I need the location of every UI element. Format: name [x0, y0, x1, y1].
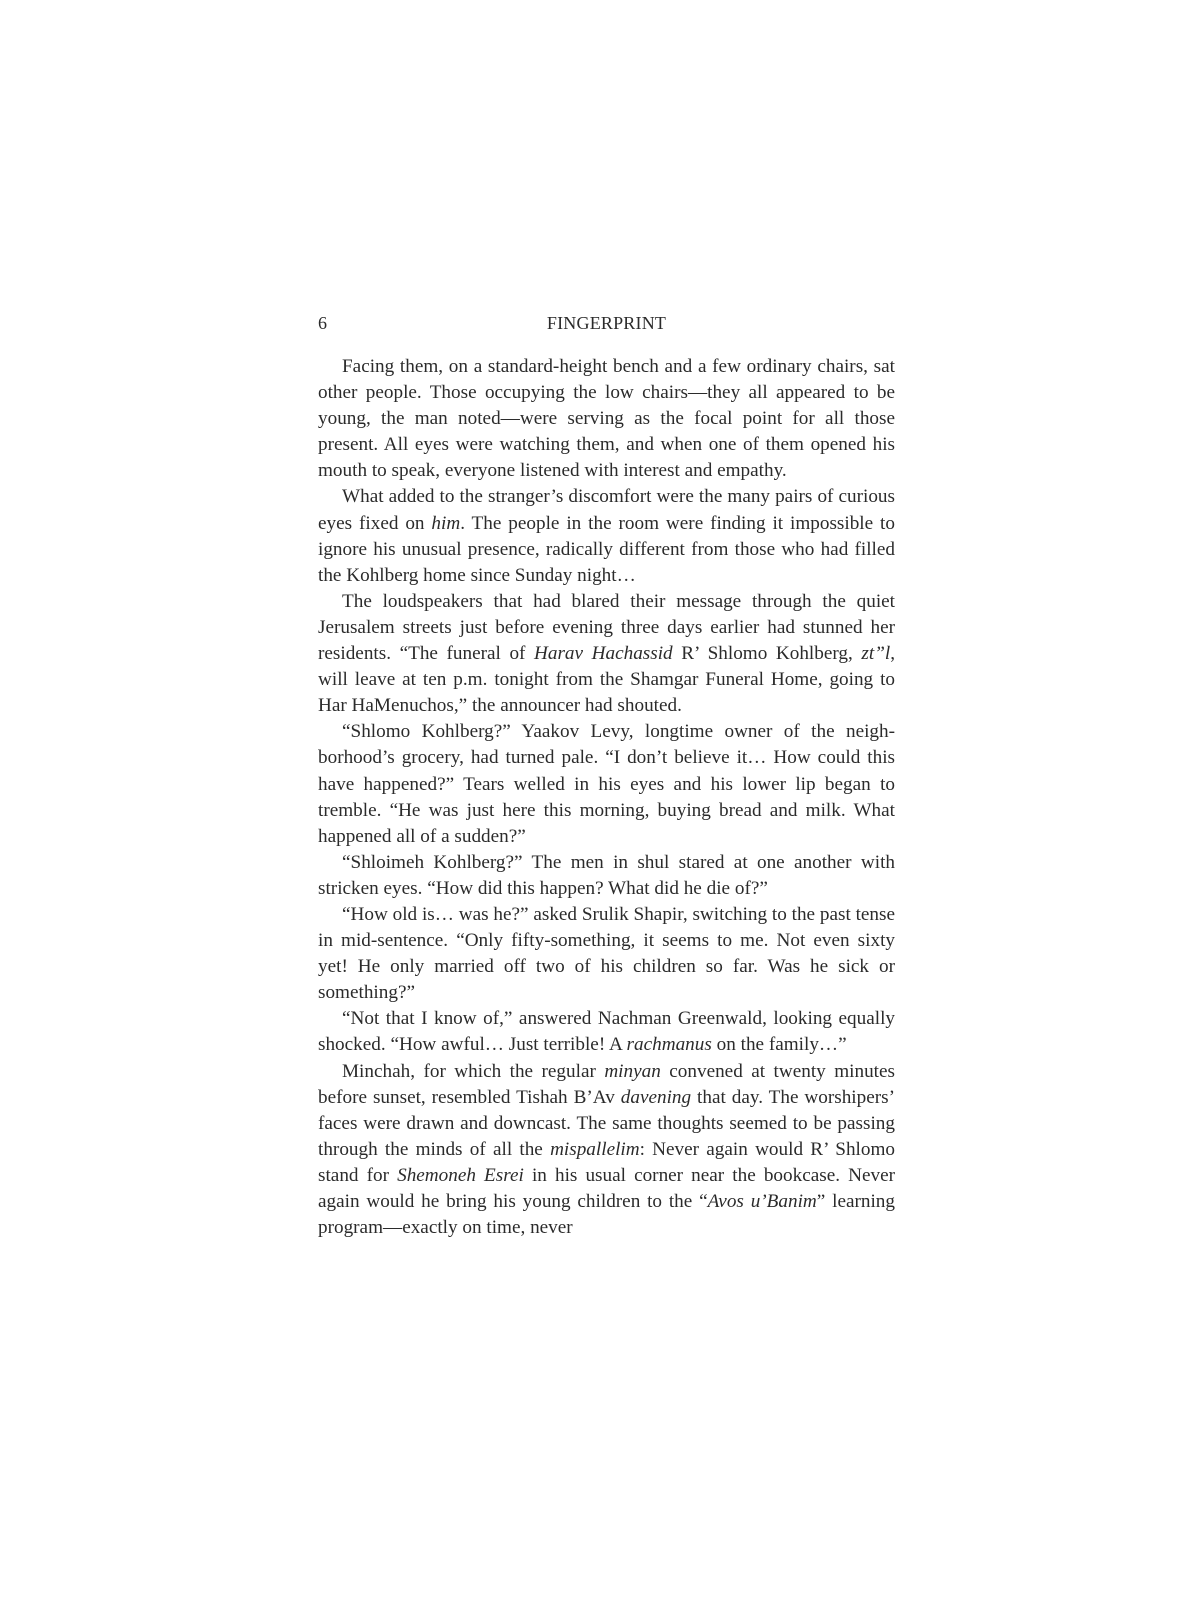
paragraph: [318, 589, 895, 719]
running-head: [318, 310, 895, 336]
italic-run: Shemoneh Esrei: [397, 1164, 524, 1186]
text-run: that day. The worshipers’ faces were drawn and downcast. The same thoughts seemed to be passing through the minds of all the: [318, 1086, 895, 1160]
paragraph: [318, 902, 895, 1006]
text-run: on the family…”: [711, 1034, 847, 1056]
text-run: , will leave at ten p.m. tonight from the Shamgar Funeral Home, going to Har HaMenuchos,” the announcer had shouted.: [318, 643, 896, 717]
italic-run: him: [431, 512, 461, 534]
italic-run: davening: [620, 1086, 692, 1108]
italic-run: minyan: [604, 1060, 661, 1082]
italic-run: Harav Hachassid: [534, 643, 673, 665]
paragraph: [318, 484, 895, 588]
text-run: Minchah, for which the regular: [342, 1060, 605, 1082]
page-number: 6: [318, 313, 327, 333]
text-run: : Never again would R’ Shlomo stand for: [318, 1138, 895, 1186]
text-run: What added to the stranger’s discomfort were the many pairs of curious eyes fixed on: [318, 486, 895, 534]
italic-run: Avos u’Banim: [707, 1191, 817, 1212]
text-run: . The people in the room were finding it impossible to ignore his unusual presence, radically different from those who had filled the Kohlberg home since Sunday night…: [318, 512, 895, 586]
text-run: The loudspeakers that had blared their message through the quiet Jerusalem streets just before evening three days earlier had stunned her residents. “The funeral of: [318, 590, 895, 665]
paragraph: [318, 354, 895, 484]
text-run: “Shloimeh Kohlberg?” The men in shul stared at one another with stricken eyes. “How did this happen? What did he die of?”: [318, 851, 895, 899]
text-run: “Shlomo Kohlberg?” Yaakov Levy, longtime owner of the neighborhood’s grocery, had turned pale. “I don’t believe it… How could this have happened?” Tears welled in his eyes and his lower lip began to tremble. “He was just here this morning, buying bread and milk. What happened all of a sudden?”: [318, 721, 895, 847]
text-run: ” learning program—exactly on time, never: [318, 1191, 895, 1239]
body-text: [318, 354, 895, 1241]
book-title: FINGERPRINT: [546, 313, 667, 333]
paragraph: [318, 719, 895, 849]
text-run: in his usual corner near the bookcase. Never again would he bring his young children to the “: [318, 1164, 895, 1212]
paragraph: [318, 1059, 895, 1242]
paragraph: [318, 850, 895, 902]
text-run: R’ Shlomo Kohlberg,: [672, 643, 862, 665]
text-run: “Not that I know of,” answered Nachman Greenwald, looking equally shocked. “How awful… Just terrible! A: [318, 1008, 895, 1056]
text-run: “How old is… was he?” asked Srulik Shapir, switching to the past tense in mid-sentence. “Only fifty-something, it seems to me. Not even sixty yet! He only married off two of his children so far. Was he sick or something?”: [318, 903, 895, 1004]
book-page: [318, 310, 895, 1241]
italic-run: mispallelim: [550, 1138, 640, 1160]
italic-run: zt”l: [861, 643, 891, 665]
paragraph: [318, 1006, 895, 1058]
text-run: convened at twenty minutes before sunset, resembled Tishah B’Av: [318, 1060, 895, 1108]
text-run: Facing them, on a standard-height bench and a few ordinary chairs, sat other people. Those occupying the low chairs—they all appeared to be young, the man noted—were serving as the focal point for all those present. All eyes were watching them, and when one of them opened his mouth to speak, everyone listened with interest and empathy.: [318, 356, 895, 482]
italic-run: rachmanus: [626, 1034, 712, 1056]
